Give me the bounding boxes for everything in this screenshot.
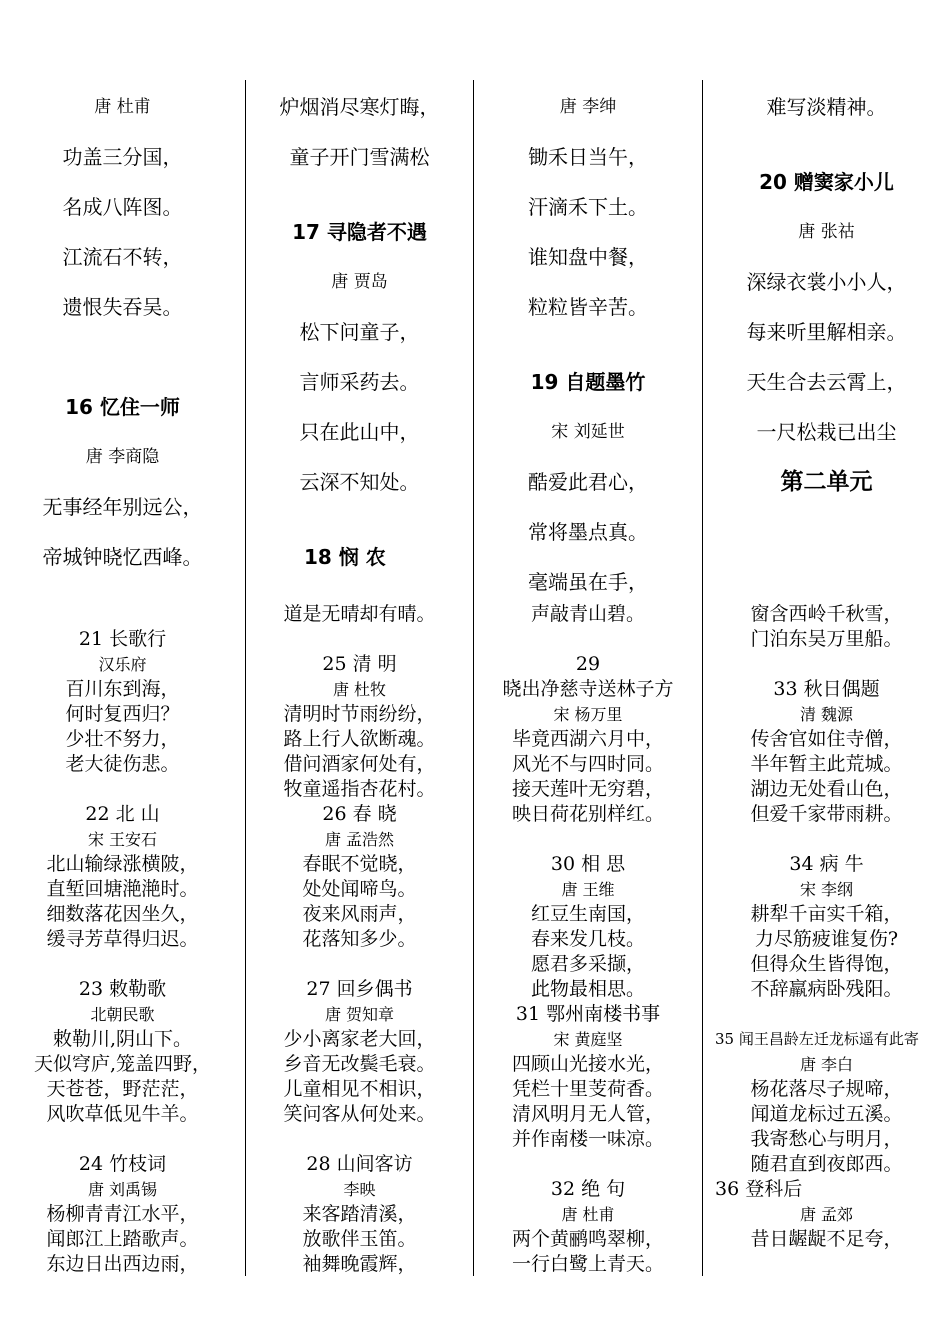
poem-line: 酷爱此君心， (528, 470, 648, 494)
poem-line: 袖舞晚霞辉， (302, 1253, 417, 1275)
poem-author: 宋 黄庭坚 (553, 1030, 623, 1049)
poem-line: 敕勒川,阴山下。 (52, 1028, 193, 1050)
poem-title: 23 敕勒歌 (78, 978, 167, 1000)
poem-title: 32 绝 句 (550, 1178, 626, 1200)
poem-line: 窗含西岭千秋雪， (750, 603, 903, 625)
upper-column-4 (703, 82, 950, 507)
upper-column-3 (474, 82, 702, 607)
lower-column-1 (0, 627, 245, 1277)
lower-column-4 (703, 602, 950, 1252)
poem-title: 21 长歌行 (78, 628, 167, 650)
poem-author: 唐 杜甫 (561, 1205, 615, 1224)
poem-author: 唐 张祜 (798, 222, 855, 242)
poem-line: 东边日出西边雨， (46, 1253, 199, 1275)
poem-line: 难写淡精神。 (766, 95, 887, 119)
lower-column-3 (474, 602, 702, 1277)
lower-column-2 (246, 602, 473, 1277)
poem-line: 春眠不觉晓， (302, 853, 417, 875)
poem-author: 唐 贺知章 (324, 1005, 395, 1024)
poem-line: 杨花落尽子规啼， (750, 1078, 903, 1100)
poem-author: 唐 李白 (799, 1055, 854, 1074)
poem-line: 花落知多少。 (302, 928, 417, 950)
poem-line: 谁知盘中餐， (528, 245, 648, 269)
poem-line: 少壮不努力， (65, 728, 180, 750)
poem-line: 天苍苍，野茫茫， (46, 1078, 199, 1100)
poem-author: 唐 孟浩然 (324, 830, 395, 849)
poem-line: 无事经年别远公， (42, 495, 203, 519)
poem-title: 22 北 山 (85, 803, 160, 825)
poem-line: 毫端虽在手， (528, 570, 648, 594)
poem-line: 笑问客从何处来。 (283, 1103, 436, 1125)
poem-line: 名成八阵图。 (62, 195, 183, 219)
poem-title: 18 悯 农 (304, 545, 386, 569)
poem-line: 半年暂主此荒城。 (750, 753, 903, 775)
poem-line: 夜来风雨声， (302, 903, 417, 925)
poem-line: 闻郎江上踏歌声。 (46, 1228, 199, 1250)
poem-author: 宋 王安石 (87, 830, 158, 849)
poem-author: 唐 孟郊 (799, 1205, 854, 1224)
poem-line: 直堑回塘滟滟时。 (46, 878, 199, 900)
poem-line: 春来发几枝。 (530, 928, 645, 950)
poem-title: 36 登科后 (715, 1178, 803, 1200)
poem-line: 一尺松栽已出尘 (756, 420, 897, 444)
poem-title: 30 相 思 (550, 853, 626, 875)
poem-line: 缓寻芳草得归迟。 (46, 928, 199, 950)
poem-line: 借问酒家何处有， (283, 753, 436, 775)
poem-line: 帝城钟晓忆西峰。 (42, 545, 203, 569)
poem-line: 何时复西归？ (65, 703, 180, 725)
poem-line: 乡音无改鬓毛衰。 (283, 1053, 436, 1075)
poem-line: 细数落花因坐久， (46, 903, 199, 925)
poem-line: 童子开门雪满松 (289, 145, 430, 169)
poem-line: 红豆生南国， (530, 903, 645, 925)
poem-line: 汗滴禾下土。 (528, 195, 648, 219)
poem-line: 牧童遥指杏花村。 (283, 778, 436, 800)
poem-line: 粒粒皆辛苦。 (528, 295, 648, 319)
poem-title: 27 回乡偶书 (306, 978, 413, 1000)
poem-title: 26 春 晓 (322, 803, 397, 825)
poem-author: 唐 杜牧 (332, 680, 387, 699)
poem-line: 处处闻啼鸟。 (302, 878, 417, 900)
poem-title: 29 (575, 653, 601, 675)
poem-author: 李映 (343, 1180, 376, 1199)
poem-line: 只在此山中， (299, 420, 420, 444)
poem-line: 来客踏清溪， (302, 1203, 417, 1225)
poem-title: 24 竹枝词 (78, 1153, 167, 1175)
poem-line: 遗恨失吞吴。 (62, 295, 183, 319)
poem-line: 杨柳青青江水平， (46, 1203, 199, 1225)
poem-line: 百川东到海， (65, 678, 180, 700)
poem-line: 此物最相思。 (530, 978, 645, 1000)
poem-line: 并作南楼一味凉。 (511, 1128, 664, 1150)
poem-line: 道是无晴却有晴。 (283, 603, 436, 625)
poem-line: 闻道龙标过五溪。 (750, 1103, 903, 1125)
poem-author: 唐 王维 (561, 880, 615, 899)
poem-line: 愿君多采撷， (530, 953, 645, 975)
unit-heading: 第二单元 (780, 469, 873, 495)
poem-line: 北山输绿涨横陂， (46, 853, 199, 875)
poem-line: 但得众生皆得饱， (750, 953, 903, 975)
poem-line: 一行白鹭上青天。 (511, 1253, 664, 1275)
poem-line: 云深不知处。 (299, 470, 420, 494)
poem-author: 宋 刘延世 (551, 422, 625, 442)
poem-line: 传舍官如住寺僧， (750, 728, 903, 750)
poem-line: 但爱千家带雨耕。 (750, 803, 903, 825)
poem-line: 每来听里解相亲。 (746, 320, 907, 344)
poem-title: 35 闻王昌龄左迁龙标遥有此寄 (715, 1030, 919, 1048)
poem-line: 声敲青山碧。 (530, 603, 645, 625)
poem-author: 唐 刘禹锡 (87, 1180, 158, 1199)
poem-line: 风吹草低见牛羊。 (46, 1103, 199, 1125)
poem-line: 深绿衣裳小小人， (746, 270, 907, 294)
upper-column-1 (0, 82, 245, 582)
poem-author: 唐 李绅 (559, 97, 617, 117)
poem-line: 凭栏十里芰荷香。 (511, 1078, 664, 1100)
poem-author: 北朝民歌 (90, 1005, 155, 1024)
poem-line: 儿童相见不相识， (283, 1078, 436, 1100)
poem-title: 28 山间客访 (306, 1153, 413, 1175)
poem-line: 炉烟消尽寒灯晦， (279, 95, 440, 119)
poem-line: 昔日龌龊不足夸， (750, 1228, 903, 1250)
poem-author: 汉乐府 (98, 655, 147, 674)
poem-line: 常将墨点真。 (528, 520, 648, 544)
poem-author: 清 魏源 (799, 705, 854, 724)
poem-title: 晓出净慈寺送林子方 (502, 678, 674, 700)
poem-title: 16 忆住一师 (65, 395, 180, 419)
poem-title: 19 自题墨竹 (530, 370, 646, 394)
poem-line: 老大徒伤悲。 (65, 753, 180, 775)
poem-line: 湖边无处看山色， (750, 778, 903, 800)
poem-line: 清明时节雨纷纷， (283, 703, 436, 725)
poem-line: 接天莲叶无穷碧， (511, 778, 664, 800)
poem-line: 路上行人欲断魂。 (283, 728, 436, 750)
poem-line: 毕竟西湖六月中， (511, 728, 664, 750)
poem-line: 不辞羸病卧残阳。 (750, 978, 903, 1000)
poem-author: 宋 杨万里 (553, 705, 623, 724)
poem-line: 两个黄鹂鸣翠柳， (511, 1228, 664, 1250)
poem-line: 力尽筋疲谁复伤? (754, 928, 899, 950)
poem-author: 宋 李纲 (799, 880, 854, 899)
poem-line: 耕犁千亩实千箱， (750, 903, 903, 925)
poem-line: 天似穹庐,笼盖四野， (33, 1053, 212, 1075)
poem-line: 随君直到夜郎西。 (750, 1153, 903, 1175)
poem-line: 锄禾日当午， (528, 145, 648, 169)
poem-line: 松下问童子， (299, 320, 420, 344)
poem-title: 25 清 明 (322, 653, 397, 675)
poem-line: 清风明月无人管， (511, 1103, 664, 1125)
poem-line: 江流石不转， (62, 245, 183, 269)
poem-line: 风光不与四时同。 (511, 753, 664, 775)
poem-line: 少小离家老大回， (283, 1028, 436, 1050)
poem-title: 33 秋日偶题 (773, 678, 880, 700)
poem-title: 17 寻隐者不遇 (292, 220, 427, 244)
poem-line: 映日荷花别样红。 (511, 803, 664, 825)
poem-author: 唐 李商隐 (85, 447, 160, 467)
poem-author: 唐 贾岛 (331, 272, 388, 292)
upper-column-2 (246, 82, 473, 582)
poem-title: 31 鄂州南楼书事 (515, 1003, 661, 1025)
poem-title: 34 病 牛 (789, 853, 864, 875)
poem-title: 20 赠窦家小儿 (759, 170, 894, 194)
poem-line: 天生合去云霄上， (746, 370, 907, 394)
poem-author: 唐 杜甫 (94, 97, 151, 117)
poem-line: 言师采药去。 (299, 370, 420, 394)
poem-line: 功盖三分国， (62, 145, 183, 169)
poem-line: 我寄愁心与明月， (750, 1128, 903, 1150)
poem-line: 放歌伴玉笛。 (302, 1228, 417, 1250)
poem-line: 门泊东吴万里船。 (750, 628, 903, 650)
poem-line: 四顾山光接水光， (511, 1053, 664, 1075)
